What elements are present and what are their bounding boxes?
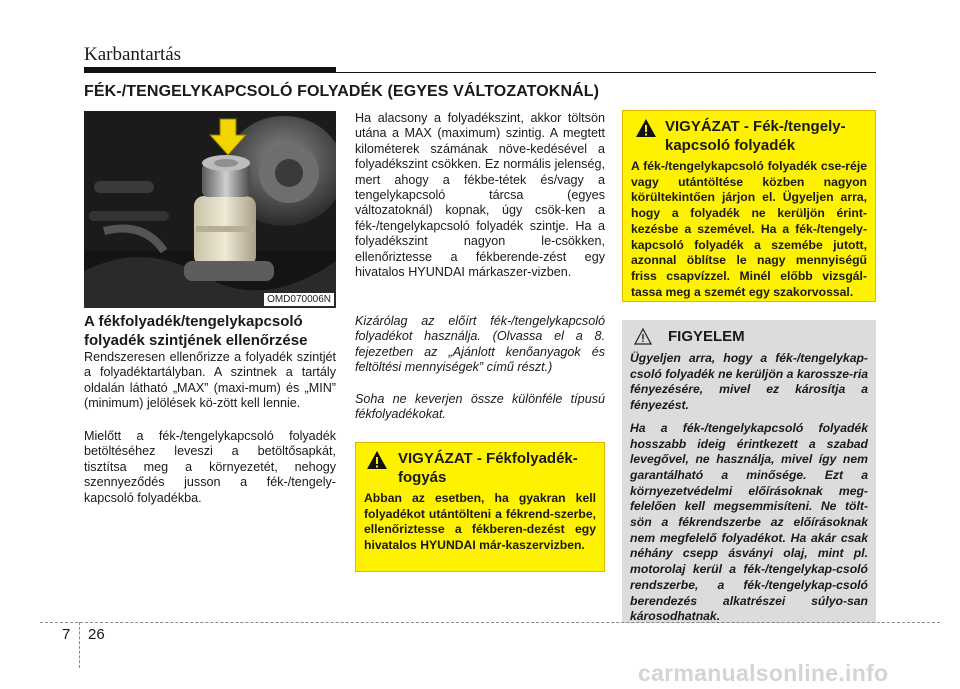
paragraph-check-level: Rendszeresen ellenőrizze a folyadék szintjét a folyadéktartályban. A szintnek a tartály oldalán látható „MAX” (maxi-mum) és „MIN” (minimum) jelölések kö-zött kell lennie. bbox=[84, 350, 336, 411]
caution-box-eye-contact bbox=[622, 110, 876, 302]
caution-title: VIGYÁZAT - Fékfolyadék-fogyás bbox=[398, 450, 578, 486]
notice-box bbox=[622, 320, 876, 623]
caution-box-fluid-loss bbox=[355, 442, 605, 572]
sub-heading: A fékfolyadék/tengelykapcsoló folyadék szintjének ellenőrzése bbox=[84, 313, 308, 349]
notice-body-contamination: Ha a fék-/tengelykapcsoló folyadék hosszabb ideig érintkezett a szabad levegővel, ne használja, mivel így nem garantálható a minősége. Ezt a környezetvédelmi előírásoknak meg-felelően kell megsemmisíteni. Ne tölt-sön a fékrendszerbe az előírásoknak nem megfelelő folyadékot. Ha akár csak néhány csepp ásványi olaj, mint pl. motorolaj kerül a fék-/tengelykap-csoló rendszerbe, a fék-/tengelykap-csoló berendezés alkatrészei súlyo-san károsodhatnak. bbox=[630, 420, 868, 624]
chapter-number: 7 bbox=[62, 626, 71, 643]
paragraph-no-mixing: Soha ne keverjen össze különféle típusú fékfolyadékokat. bbox=[355, 392, 605, 422]
paragraph-low-level: Ha alacsony a folyadékszint, akkor töltsön utána a MAX (maximum) szintig. A megtett kilométerek számának növe-kedésével a folyadékszint csökken. Ez normális jelenség, mert ahogy a fékbe-tétek és/vagy a tengelykapcsoló tárcsa (egyes változatoknál) kopnak, úgy csök-ken a fék-/tengelykapcsoló folyadék szintje. Ha a folyadékszint nagyon le-csökken, ellenőriztesse a fékberende-zést egy hivatalos HYUNDAI márkaszer-vizben. bbox=[355, 111, 605, 280]
warning-triangle-icon bbox=[635, 118, 657, 138]
watermark: carmanualsonline.info bbox=[638, 660, 889, 686]
paragraph-clean-cap: Mielőtt a fék-/tengelykapcsoló folyadék betöltéséhez leveszi a betöltősapkát, tisztítsa meg a környezetét, nehogy szennyeződés jusson a fék-/tengely-kapcsoló folyadékba. bbox=[84, 429, 336, 505]
warning-triangle-icon bbox=[366, 450, 388, 470]
page-heading: FÉK-/TENGELYKAPCSOLÓ FOLYADÉK (EGYES VÁLTOZATOKNÁL) bbox=[84, 83, 600, 100]
page-number: 26 bbox=[88, 626, 105, 643]
engine-bay-photo bbox=[84, 111, 336, 308]
caution-body: A fék-/tengelykapcsoló folyadék cse-réje vagy utántöltése közben nagyon körültekintően járjon el. Ügyeljen arra, hogy a folyadék ne kerüljön érint-kezésbe a szemével. Ha a fék-/tengely-kapcsoló folyadék a szemébe jutott, azonnal öblítse le nagy mennyiségű friss csapvízzel. Minél előbb vizsgál-tassa meg a szemét egy szakorvossal. bbox=[631, 159, 867, 299]
header-rule-thin bbox=[84, 72, 876, 73]
notice-body-paint: Ügyeljen arra, hogy a fék-/tengelykap-csoló folyadék ne kerüljön a karossze-ria fényezésére, mivel ez károsítja a fényezést. bbox=[630, 351, 868, 413]
paragraph-specified-fluid: Kizárólag az előírt fék-/tengelykapcsoló folyadékot használja. (Olvassa el a 8. fejezetben az „Ajánlott kenőanyagok és feltöltési mennyiségek” című részt.) bbox=[355, 314, 605, 375]
footer-rule bbox=[40, 622, 940, 623]
photo-code: OMD070006N bbox=[264, 293, 334, 306]
notice-triangle-icon bbox=[634, 328, 652, 345]
caution-body: Abban az esetben, ha gyakran kell folyadékot utántölteni a fékrend-szerbe, ellenőriztesse a fékberen-dezést egy hivatalos HYUNDAI már-kaszervizben. bbox=[364, 491, 596, 553]
footer-divider bbox=[79, 622, 80, 668]
caution-title: VIGYÁZAT - Fék-/tengely-kapcsoló folyadék bbox=[665, 118, 846, 154]
notice-title: FIGYELEM bbox=[668, 328, 745, 345]
section-title: Karbantartás bbox=[84, 44, 182, 65]
brake-fluid-reservoir-illustration bbox=[84, 111, 336, 308]
